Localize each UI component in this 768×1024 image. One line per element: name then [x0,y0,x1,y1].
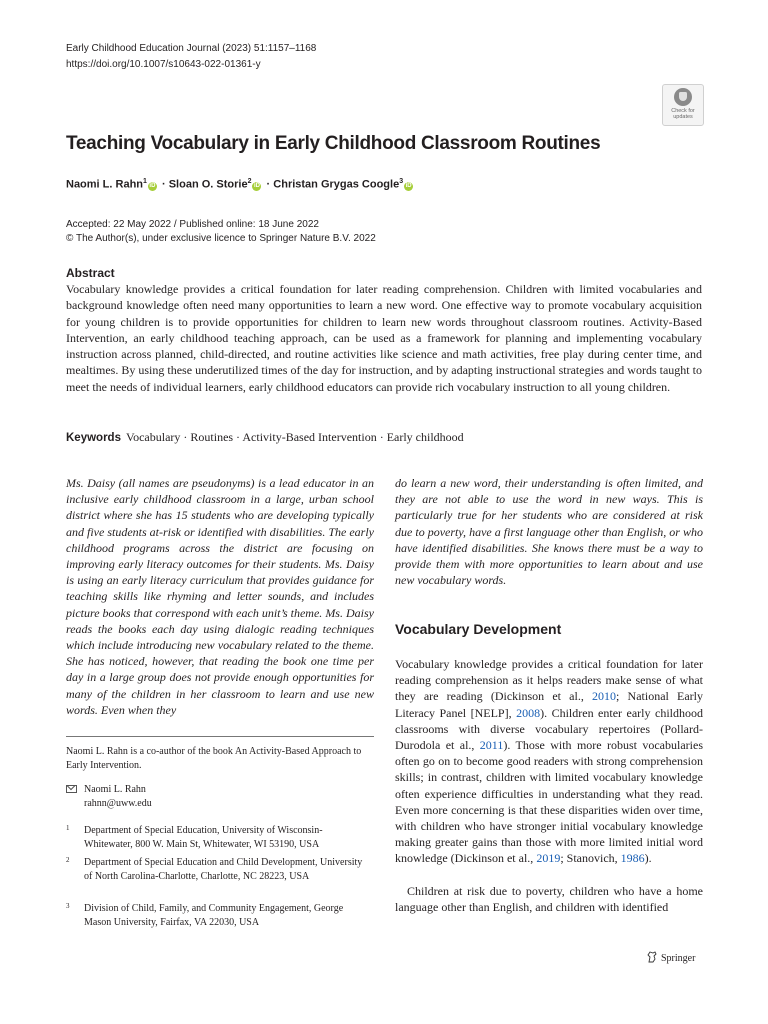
section-paragraph-2: Children at risk due to poverty, children who have a home language other than English, and children with identified [395,884,703,915]
author-name[interactable]: Sloan O. Storie [168,178,248,191]
envelope-icon [66,785,77,793]
journal-citation: Early Childhood Education Journal (2023) 51:1157–1168 [66,43,317,54]
section-paragraph-1 [395,656,703,867]
author-note: Naomi L. Rahn is a co-author of the book An Activity-Based Approach to Early Intervention. [66,746,362,771]
corresponding-author [66,783,152,811]
abstract-heading: Abstract [66,266,115,280]
publication-dates [66,218,376,246]
author-affiliation-mark: 3 [399,178,404,185]
doi-link[interactable]: https://doi.org/10.1007/s10643-022-01361-y [66,59,261,70]
paragraph-text: ). Children enter early childhood classrooms with diverse vocabulary repertoires (Pollard-Durodola et al., [395,705,703,753]
accepted-published-line: Accepted: 22 May 2022 / Published online: 18 June 2022 [66,219,319,230]
section-heading: Vocabulary Development [395,621,562,637]
publisher-name: Springer [661,953,696,964]
affiliation [66,856,366,884]
affiliation [66,824,366,852]
check-for-updates-badge[interactable] [662,84,704,126]
springer-horse-icon [647,951,657,963]
badge-line-2: updates [673,114,693,120]
author-list [66,178,415,191]
keywords-label: Keywords [66,432,121,444]
abstract-text: Vocabulary knowledge provides a critical foundation for later reading comprehension. Children with limited vocabularies and background knowledge often need many opportunities to learn a new word. One effective way to promote vocabulary acquisition for young children is to provide opportunities for children to learn new words throughout classroom routines. Activity-Based Intervention, an early childhood teaching approach, can be used as a framework for planning and implementing vocabulary instruction across planned, child-directed, and routine activities like science and math activities, free play during center time, and mealtimes. By using these underutilized times of the day for instruction, and by adapting instructional strategies and words taught to meet the needs of individual learners, early childhood educators can provide rich vocabulary instruction to all young children. [66,282,702,394]
badge-line-1: Check for [671,108,695,114]
affiliation-number: 3 [66,902,70,910]
contact-email[interactable]: rahnn@uww.edu [84,798,152,809]
journal-header [66,41,316,73]
affiliation [66,902,366,930]
paragraph-text: ). [644,851,652,866]
citation-link[interactable]: 2019 [536,851,561,866]
vignette-left-column: Ms. Daisy (all names are pseudonyms) is a lead educator in an inclusive early childhood classroom in a large, urban school district where she has 15 students who are developing typically and five students at-risk or identified with disabilities. The early childhood programs across the district are focusing on improving early literacy outcomes for their students. Ms. Daisy is using an early literacy curriculum that provides guidance for teaching skills like rhyming and letter sounds, and includes picture books that correspond with each unit’s theme. Ms. Daisy reads the books each day using dialogic reading techniques which include introducing new vocabulary related to the theme. She has noticed, however, that reading the book one time per day in a large group does not provide enough opportunities for many of the children in her classroom to learn and use new words. Even when they [66,476,374,717]
publisher-footer [647,951,695,964]
paragraph-text: ). Those with more robust vocabularies often go on to become good readers with strong comprehension skills; in contrast, children with limited vocabulary knowledge often experience difficulties in understanding what they read. Even more concerning is that these disparities widen over time, with children who have stronger initial vocabulary knowledge making greater gains than those with more limited initial word knowledge (Dickinson et al., [395,738,703,866]
keywords-list: Vocabulary · Routines · Activity-Based Intervention · Early childhood [125,430,464,444]
affiliation-text: Division of Child, Family, and Community Engagement, George Mason University, Fairfax, VA 22030, USA [84,903,344,928]
author-separator: · [161,178,166,191]
paragraph-text: ; Stanovich, [560,851,621,866]
footnote-divider [66,736,374,737]
citation-link[interactable]: 1986 [620,851,645,866]
contact-name: Naomi L. Rahn [84,784,146,795]
orcid-icon[interactable]: iD [253,182,260,189]
crossmark-icon [674,88,692,106]
orcid-icon[interactable]: iD [149,182,156,189]
vignette-right-column: do learn a new word, their understanding is often limited, and they are not able to use the word in new ways. This is particularly true for her students who are considered at risk due to poverty, have a first language other than English, or who have identified disabilities. She knows there must be a way to provide them with more opportunities to learn about and use new vocabulary words. [395,476,703,588]
keywords [66,430,464,445]
citation-link[interactable]: 2011 [479,738,504,753]
affiliation-number: 1 [66,824,70,832]
orcid-icon[interactable]: iD [405,182,412,189]
author-separator: · [266,178,271,191]
author-affiliation-mark: 2 [247,178,252,185]
paragraph-text: Vocabulary knowledge provides a critical foundation for later reading comprehension as it helps readers make sense of what they are reading (Dickinson et al., [395,657,703,704]
author-name[interactable]: Naomi L. Rahn [66,178,144,191]
affiliation-number: 2 [66,856,70,864]
article-title: Teaching Vocabulary in Early Childhood Classroom Routines [66,133,601,154]
affiliation-text: Department of Special Education, University of Wisconsin-Whitewater, 800 W. Main St, Whitewater, WI 53190, USA [84,825,323,850]
citation-link[interactable]: 2010 [592,689,617,704]
author-name[interactable]: Christan Grygas Coogle [273,178,400,191]
copyright-line: © The Author(s), under exclusive licence to Springer Nature B.V. 2022 [66,233,376,244]
paragraph-text: ; National Early Literacy Panel [NELP], [395,689,704,720]
affiliation-text: Department of Special Education and Child Development, University of North Carolina-Charlotte, Charlotte, NC 28223, USA [84,857,363,882]
citation-link[interactable]: 2008 [516,705,541,720]
author-affiliation-mark: 1 [143,178,147,185]
